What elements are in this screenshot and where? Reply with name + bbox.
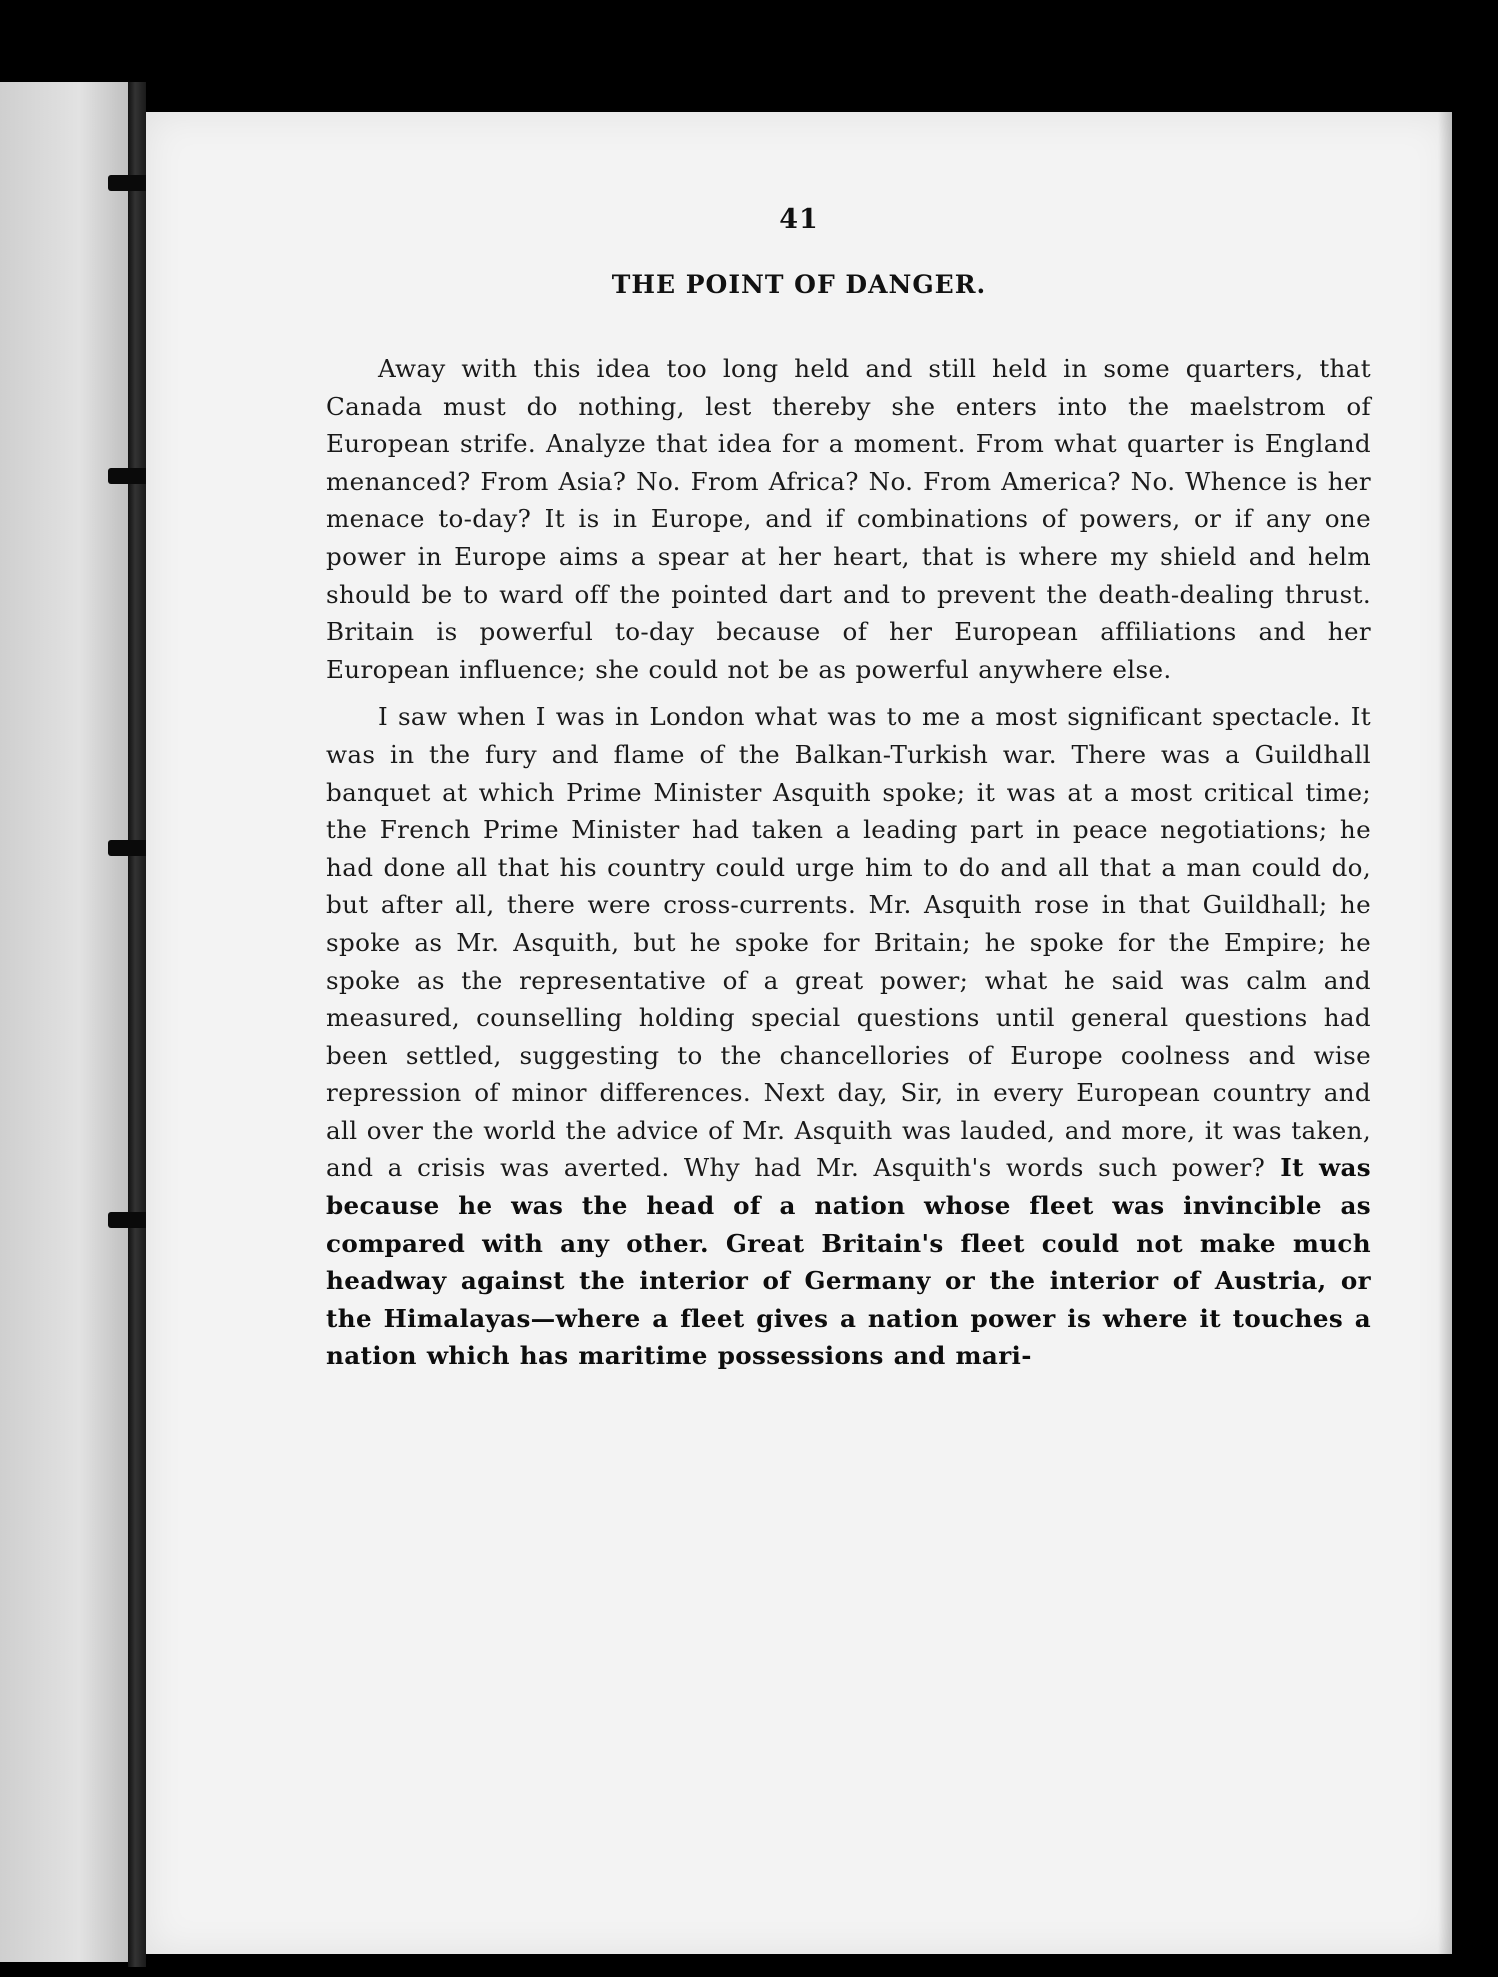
page-number: 41 [779,204,819,235]
paragraph-2-bold-text: It was because he was the head of a nation whose fleet was invincible as compared with any other. Great Britain's fleet could not make much headway against the interior of Germany or the interior of Austria, or the Himalayas—where a fleet gives a nation power is where it touches a nation which has maritime possessions and mari- [326,1153,1371,1371]
paragraph-2-text: I saw when I was in London what was to me a most significant spectacle. It was in the fury and flame of the Balkan-Turkish war. There was a Guildhall banquet at which Prime Minister Asquith spoke; it was at a most critical time; the French Prime Minister had taken a leading part in peace negotiations; he had done all that his country could urge him to do and all that a man could do, but after all, there were cross-currents. Mr. Asquith rose in that Guildhall; he spoke as Mr. Asquith, but he spoke for Britain; he spoke for the Empire; he spoke as the representative of a great power; what he said was calm and measured, counselling holding special questions until general questions had been settled, suggesting to the chancellories of Europe coolness and wise repression of minor differences. Next day, Sir, in every European country and all over the world the advice of Mr. Asquith was lauded, and more, it was taken, and a crisis was averted. Why had Mr. Asquith's words such power? [326,702,1371,1183]
book-page [146,112,1452,1954]
left-facing-page-edge [0,82,132,1962]
paragraph-2 [326,698,1371,1375]
page-edge-shadow [1438,112,1452,1954]
paragraph-1: Away with this idea too long held and still held in some quarters, that Canada must do nothing, lest thereby she enters into the maelstrom of European strife. Analyze that idea for a moment. From what quarter is England menanced? From Asia? No. From Africa? No. From America? No. Whence is her menace to-day? It is in Europe, and if combinations of powers, or if any one power in Europe aims a spear at her heart, that is where my shield and helm should be to ward off the pointed dart and to prevent the death-dealing thrust. Britain is powerful to-day because of her European affiliations and her European influence; she could not be as powerful anywhere else. [326,354,1371,684]
body-text [326,350,1371,1375]
page-title: THE POINT OF DANGER. [611,270,987,299]
book-spine [128,82,146,1967]
